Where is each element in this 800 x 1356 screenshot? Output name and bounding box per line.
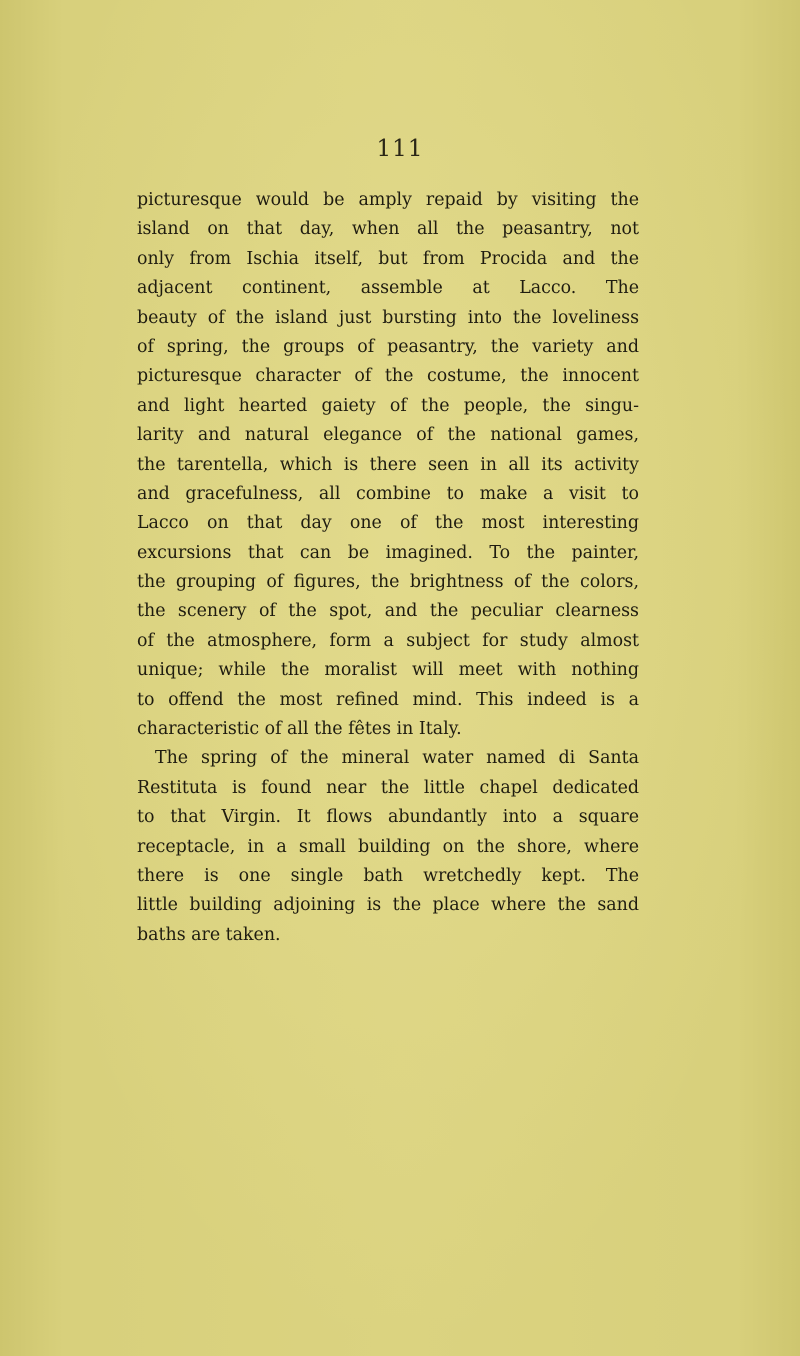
text-line: characteristic of all the fêtes in Italy. [137, 719, 462, 740]
text-line: of the atmosphere, form a subject for study almost [137, 630, 639, 651]
text-line: The spring of the mineral water named di Santa [155, 748, 639, 769]
text-line: unique; while the moralist will meet with nothing [137, 660, 639, 681]
text-line: Lacco on that day one of the most interesting [137, 513, 639, 534]
text-line: baths are taken. [137, 924, 281, 945]
text-line: larity and natural elegance of the national games, [137, 425, 639, 446]
text-line: adjacent continent, assemble at Lacco. The [137, 278, 639, 299]
text-line: the grouping of figures, the brightness of the colors, [137, 572, 639, 593]
text-line: only from Ischia itself, but from Procida and the [137, 248, 639, 269]
text-line: there is one single bath wretchedly kept. The [137, 865, 639, 886]
text-line: Restituta is found near the little chapel dedicated [137, 777, 639, 798]
paragraph-2 [137, 744, 639, 950]
page-number: 111 [376, 136, 424, 162]
text-line: little building adjoining is the place where the sand [137, 895, 639, 916]
text-line: excursions that can be imagined. To the painter, [137, 542, 639, 563]
text-line: picturesque character of the costume, the innocent [137, 366, 639, 387]
text-line: picturesque would be amply repaid by visiting the [137, 190, 639, 210]
body-text [137, 186, 639, 950]
text-line: the tarentella, which is there seen in all its activity [137, 454, 639, 475]
text-line: and light hearted gaiety of the people, the singu- [137, 395, 639, 416]
text-line: and gracefulness, all combine to make a visit to [137, 483, 639, 504]
paragraph-1 [137, 186, 639, 744]
text-line: receptacle, in a small building on the shore, where [137, 836, 639, 857]
text-line: to that Virgin. It flows abundantly into a square [137, 807, 639, 828]
text-line: the scenery of the spot, and the peculiar clearness [137, 601, 639, 622]
text-line: island on that day, when all the peasantry, not [137, 219, 639, 240]
text-line: beauty of the island just bursting into the loveliness [137, 307, 639, 328]
text-line: of spring, the groups of peasantry, the variety and [137, 336, 639, 357]
text-line: to offend the most refined mind. This indeed is a [137, 689, 639, 710]
